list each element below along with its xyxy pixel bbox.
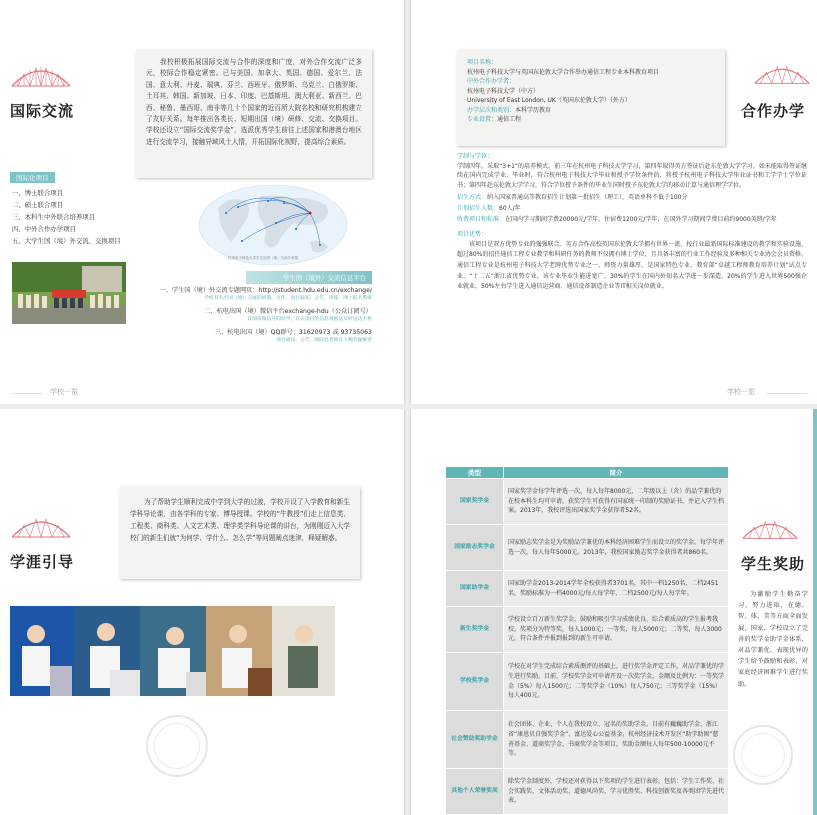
award-type: 国家奖学金 xyxy=(446,479,504,525)
programs-list xyxy=(12,187,121,247)
bridge-logo-icon xyxy=(741,513,799,543)
award-desc: 社会团体、企业、个人在我校设立、冠名的奖助学金。目前有巍巍助学金、浙江省“康恩贝自强奖学金”、富达爱心公益基金、杭州经济技术开发区“助学助困”慈善基金、道商奖学金、书商奖学金等项目，奖助金额每人每年500-10000元不等。 xyxy=(504,711,729,769)
award-type: 其他个人荣誉奖项 xyxy=(446,769,504,815)
info-label: 专业设置： xyxy=(467,116,498,123)
table-row xyxy=(446,525,729,571)
program-item: 四、中外合作办学项目 xyxy=(12,225,76,233)
lecture-photo-strip xyxy=(10,606,335,696)
fact-label: 计划招生人数： xyxy=(457,204,500,212)
award-type: 社会赞助奖助学金 xyxy=(446,711,504,769)
link-note: 学校有关出国（境）交流的政策、文件、项目通知、公告、讲座、网上报名系统 xyxy=(204,296,372,301)
footer-rule xyxy=(767,393,807,394)
section-title: 国际交流 xyxy=(10,102,75,120)
section-title: 合作办学 xyxy=(741,102,806,120)
link-main[interactable]: 三、杭电出国（境）QQ群号：31620973 或 93735063 xyxy=(214,329,372,336)
award-desc: 学校在对学生完成综合素质测评的基础上，进行奖学金评定工作，对品学兼优的学生进行奖励。目前，学校奖学金可申请开设一次奖学金，金额及比例为：一等奖学金（5%）每人1500元；二等奖学金（10%）每人750元；三等奖学金（15%）每人400元。 xyxy=(504,653,729,711)
section-title: 学涯引导 xyxy=(10,553,75,571)
page-international-exchange xyxy=(0,0,404,404)
award-desc: 学校设立百万新生奖学金，鼓励和吸引学习成绩优良、综合素质高的学生报考我校。奖项分为特等奖，每人1000元；一等奖，每人5000元；二等奖，每人3000元，符合条件并报到报到的新生可申请。 xyxy=(504,607,729,653)
accent-bar xyxy=(813,409,817,815)
adv-label: 项目优势： xyxy=(457,231,488,239)
page-study-guidance xyxy=(0,409,404,815)
table-header: 简介 xyxy=(504,467,729,479)
intro-box xyxy=(136,50,372,178)
program-item: 五、大学生国（境）外交流、交换项目 xyxy=(12,237,121,245)
link-main[interactable]: 二、杭电出国（境）微信平台exchange-hdu（公众订阅号） xyxy=(204,308,372,315)
footer-label: 学校一览 xyxy=(50,388,78,396)
info-value: 本科学历教育 xyxy=(515,106,552,114)
link-note: 项目通知、公告，国际处老师及大咖答疑解惑 xyxy=(276,338,372,343)
intro-box xyxy=(120,487,360,579)
intro-text: 我校积极拓展国际交流与合作的深度和广度，对外合作交流广泛多元，校际合作稳定紧密。已与美国、加拿大、英国、德国、爱尔兰、法国、意大利、丹麦、瑞典、芬兰、西班牙、俄罗斯、乌克兰、白俄罗斯、土耳其、韩国、新加坡、日本、印度、巴基斯坦、澳大利亚、新西兰、巴西、秘鲁、墨西哥、南非等几十个国家的近百所大院名校和研究机构建立了友好关系。每年推出各类长、短期出国（境）研修、交流、交换项目。学校还设立“国际交流奖学金”，选派优秀学生前往上述国家和港澳台地区进行交流学习，接触异域风土人情，开拓国际化视野，提高综合素质。 xyxy=(146,58,362,146)
awards-intro: 为激励学生勤奋学习，努力进取，在德、智、体、美等方面全面发展，国家、学校设立了完善的奖学金助学金体系，对品学兼优、表现优异的学生给予鼓励和表彰，对家庭经济困难学生进行奖助。 xyxy=(738,591,808,688)
fact-value: 在国内学习期间学费20000元/学年、住宿费1200元/学年，在国外学习期间学费目前约9000英镑/学年 xyxy=(505,215,777,223)
award-type: 国家励志奖学金 xyxy=(446,525,504,571)
school-seal-watermark-icon xyxy=(146,715,208,777)
footer-rule xyxy=(12,393,42,394)
section-title: 学生奖助 xyxy=(741,555,806,573)
award-desc: 国家励志奖学金是为奖励品学兼优的本科经济困难学生而设立的奖学金，每学年评选一次，每人每年5000元。2013年，我校国家励志奖学金获得者共860名。 xyxy=(504,525,729,571)
table-row xyxy=(446,571,729,607)
bridge-logo-icon xyxy=(10,511,72,541)
award-type: 学校奖学金 xyxy=(446,653,504,711)
platform-band: 学生国（境外）交流信息平台 xyxy=(246,271,372,284)
bridge-logo-icon xyxy=(753,58,811,88)
info-value: 杭州电子科技大学与英国东伦敦大学合作举办通信工程专业本科教育项目 xyxy=(467,68,660,76)
programs-tag: 国际化项目 xyxy=(10,172,55,183)
map-caption: 杭州电子科技大学学生出国（境）交流分布图 xyxy=(228,256,298,260)
program-item: 一、博士联合项目 xyxy=(12,189,64,197)
fact-label: 招生方式： xyxy=(457,194,488,202)
footer-label: 学校一览 xyxy=(727,388,755,396)
page-student-awards xyxy=(411,409,817,815)
school-seal-watermark-icon xyxy=(733,725,793,785)
info-label: 项目名称： xyxy=(467,59,498,66)
table-header: 类型 xyxy=(446,467,504,479)
table-row xyxy=(446,711,729,769)
program-info-box xyxy=(457,50,725,146)
award-desc: 除奖学金制度外，学校还对获得以下奖项的学生进行表彰，包括：学生工作奖、社会实践奖、文体活动奖、道德风尚奖、学习优胜奖、科技创新奖及各类团学先进代表。 xyxy=(504,769,729,815)
degree-label: 学制与学位： xyxy=(457,153,494,160)
platform-links xyxy=(135,286,372,344)
bridge-logo-icon xyxy=(10,60,72,90)
info-value: University of East London, UK（英国东伦敦大学）（外方） xyxy=(467,97,631,104)
award-desc: 国家奖学金每学年评选一次，每人每年8000元，二年级以上（含）的品学兼优的在校本科生均可申请，获奖学生可获得有国家统一印制的奖励证书，并记入学生档案。2013年，我校评选出国家奖学金获得者52名。 xyxy=(504,479,729,525)
group-photo xyxy=(12,262,126,324)
award-type: 国家助学金 xyxy=(446,571,504,607)
adv-text: 该项目是双方优势专业的强强联合。英方合作高校英国东伦敦大学拥有世界一流、按行业最新国际标准建设的教学和实验设施，超过80%的招任通信工程专业教学和科研任务的教师不仅拥有博士学位，且具备丰富的行业工作经验及多种相关专业协会会员资格。通信工程专业是杭州电子科技大学老牌优势专业之一，师资力量雄厚，是国家特色专业、教育部“卓越工程师教育培养计划”试点专业、“十二五”浙江省优势专业。该专业毕业生能进宽广，30%的学生在国内外知名大学进一步深造，20%的学生进入世界500强企业就业，50%左右学生进入通信运营商、通信设备制造企业等IT相关岗位就业。 xyxy=(457,240,807,291)
link-main[interactable]: 一、学生国（境）外交流专题网页：http://student.hdu.edu.cn/exchange/ xyxy=(159,287,372,294)
intro-text: 为了帮助学生顺利完成中学到大学的过渡，学校开设了入学教育和新生学科导论课，由各学科的专家、博导授课。学校的“牛教授”们走上信息类、工程类、商科类、人文艺术类、理学类学科导论课的讲台，为刚刚迈入大学校门的新生们就“为何学、学什么、怎么学”等问题阐点迷津，释疑解惑。 xyxy=(130,498,350,542)
table-row xyxy=(446,479,729,525)
link-note: 订阅该微信号的同学，有关项目的信息将推送及时送达手机 xyxy=(247,317,372,322)
table-header-row xyxy=(446,467,729,479)
info-label: 办学层次和类别： xyxy=(467,106,516,114)
table-row xyxy=(446,653,729,711)
page-joint-program xyxy=(411,0,817,404)
degree-text: 学制四年，采取“3+1”的培养模式。前三年在杭州电子科技大学学习，第四年取得英方签证后赴东伦敦大学学习，如未能取得签证继续在国内完成学业。毕业时，符合杭州电子科技大学毕业和授予学位条件的，将授予杭州电子科技大学毕业证书和工学学士学位证书；第四年赴东伦敦大学学习，符合学位授予条件的毕业生同时授予东伦敦大学的移动计算与通信理学学位。 xyxy=(457,162,807,189)
table-row xyxy=(446,769,729,815)
award-desc: 国家助学金2013-2014学年全校获得者3701名，其中一档1250名，二档2451名，奖励标准为一档4000元/每人每学年，二档2500元/每人每学年。 xyxy=(504,571,729,607)
award-type: 新生奖学金 xyxy=(446,607,504,653)
table-row xyxy=(446,607,729,653)
info-label: 中外合作办学者： xyxy=(467,78,516,85)
degree-section xyxy=(457,152,807,293)
fact-value: 60人/年 xyxy=(499,204,521,212)
program-item: 二、硕士联合项目 xyxy=(12,201,64,209)
info-value: 杭州电子科技大学（中方） xyxy=(467,87,540,95)
fact-label: 收费项目和标准： xyxy=(457,215,506,223)
fact-value: 纳入国家普通高等教育招生计划第一批招生（理工），英语单科不低于100分 xyxy=(487,194,688,202)
program-item: 三、本科生中外联合培养项目 xyxy=(12,213,96,221)
awards-table xyxy=(445,466,729,815)
info-value: 通信工程 xyxy=(497,116,522,123)
